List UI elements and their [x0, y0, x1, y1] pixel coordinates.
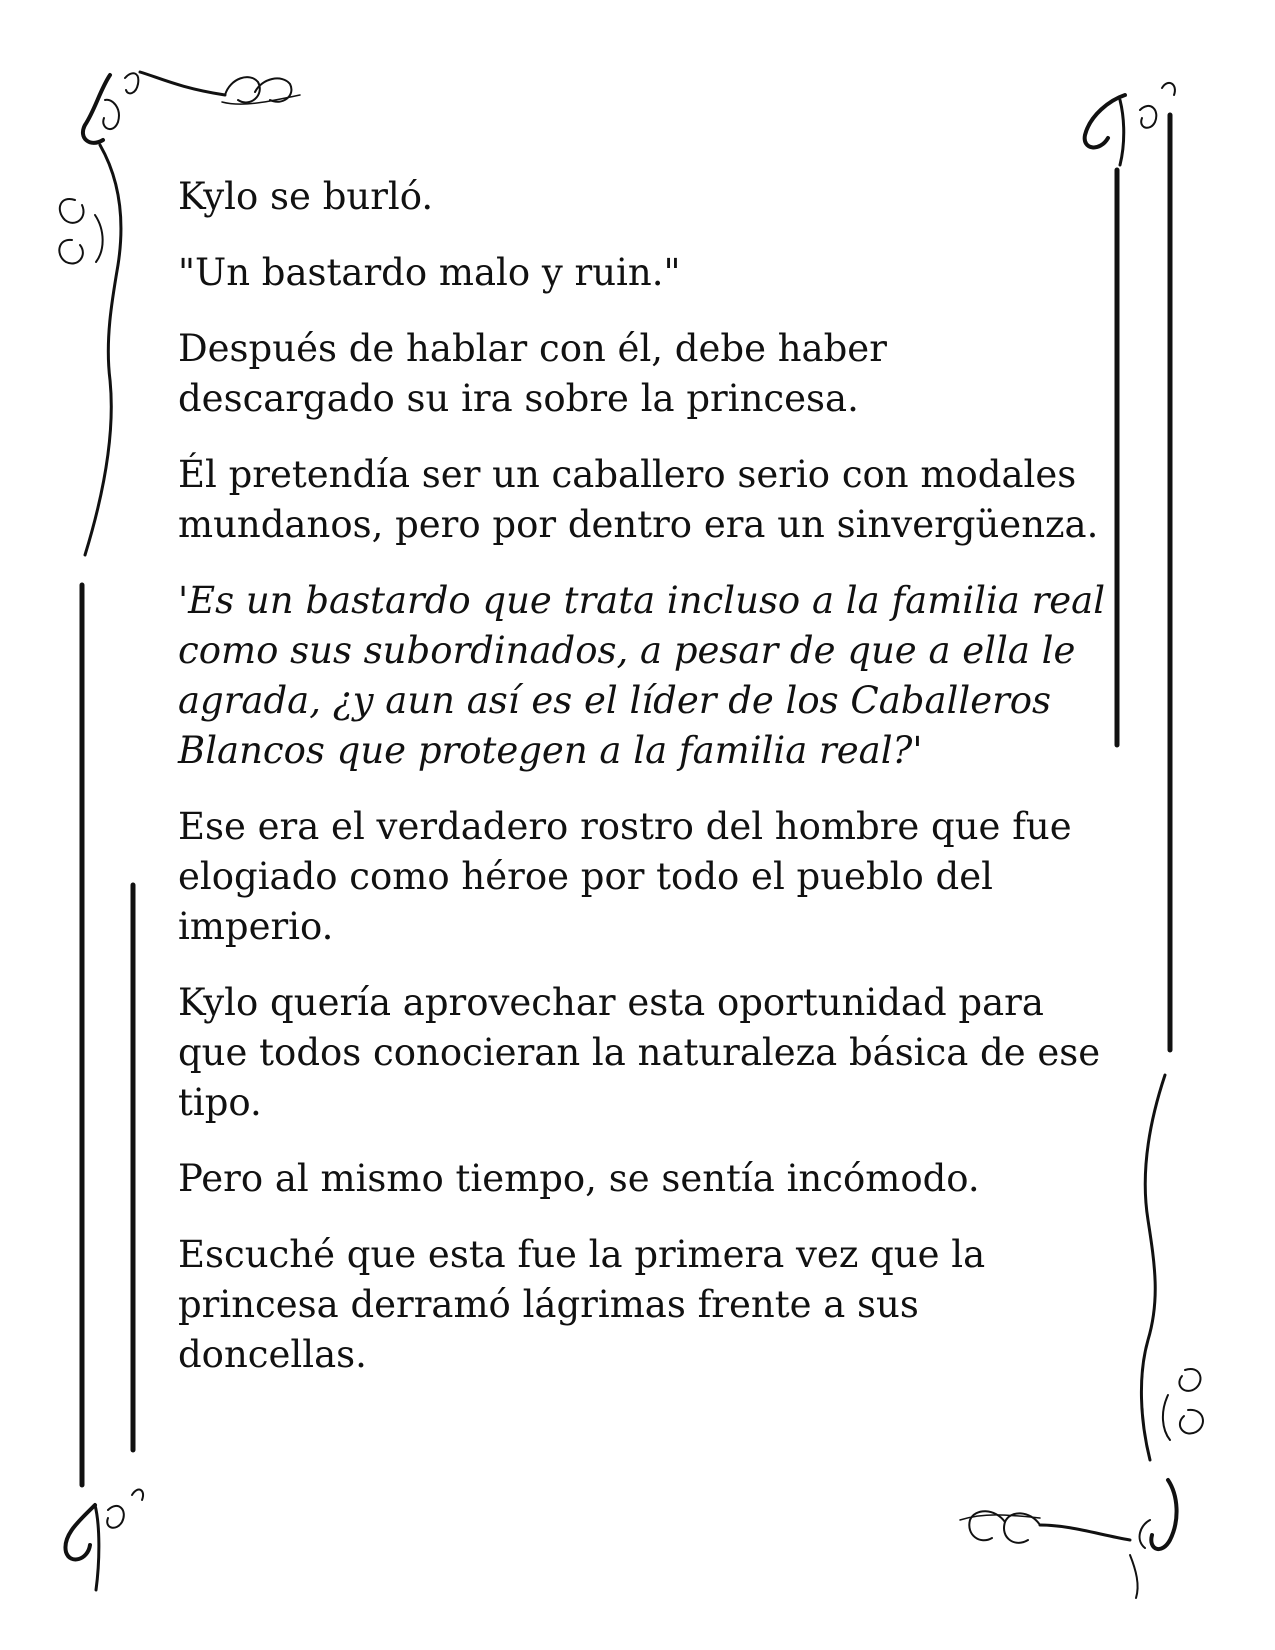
top-right-flourish-icon [1085, 83, 1175, 165]
paragraph: Escuché que esta fue la primera vez que la princesa derramó lágrimas frente a sus doncellas. [178, 1233, 986, 1376]
paragraph: "Un bastardo malo y ruin." [178, 251, 681, 294]
paragraph: Él pretendía ser un caballero serio con modales mundanos, pero por dentro era un sinvergüenza. [178, 453, 1099, 546]
paragraph: Kylo quería aprovechar esta oportunidad para que todos conocieran la naturaleza básica de ese tipo. [178, 981, 1101, 1124]
paragraph: Pero al mismo tiempo, se sentía incómodo. [178, 1157, 980, 1200]
paragraph: Después de hablar con él, debe haber descargado su ira sobre la princesa. [178, 327, 887, 420]
bottom-left-flourish-icon [65, 1490, 143, 1590]
paragraph: Ese era el verdadero rostro del hombre que fue elogiado como héroe por todo el pueblo del imperio. [178, 805, 1072, 948]
story-text [178, 172, 1108, 1406]
italic-thought-paragraph: 'Es un bastardo que trata incluso a la familia real como sus subordinados, a pesar de que a ella le agrada, ¿y aun así es el líder de los Caballeros Blancos que protegen a la familia real?' [178, 579, 1106, 772]
paragraph: Kylo se burló. [178, 175, 434, 218]
